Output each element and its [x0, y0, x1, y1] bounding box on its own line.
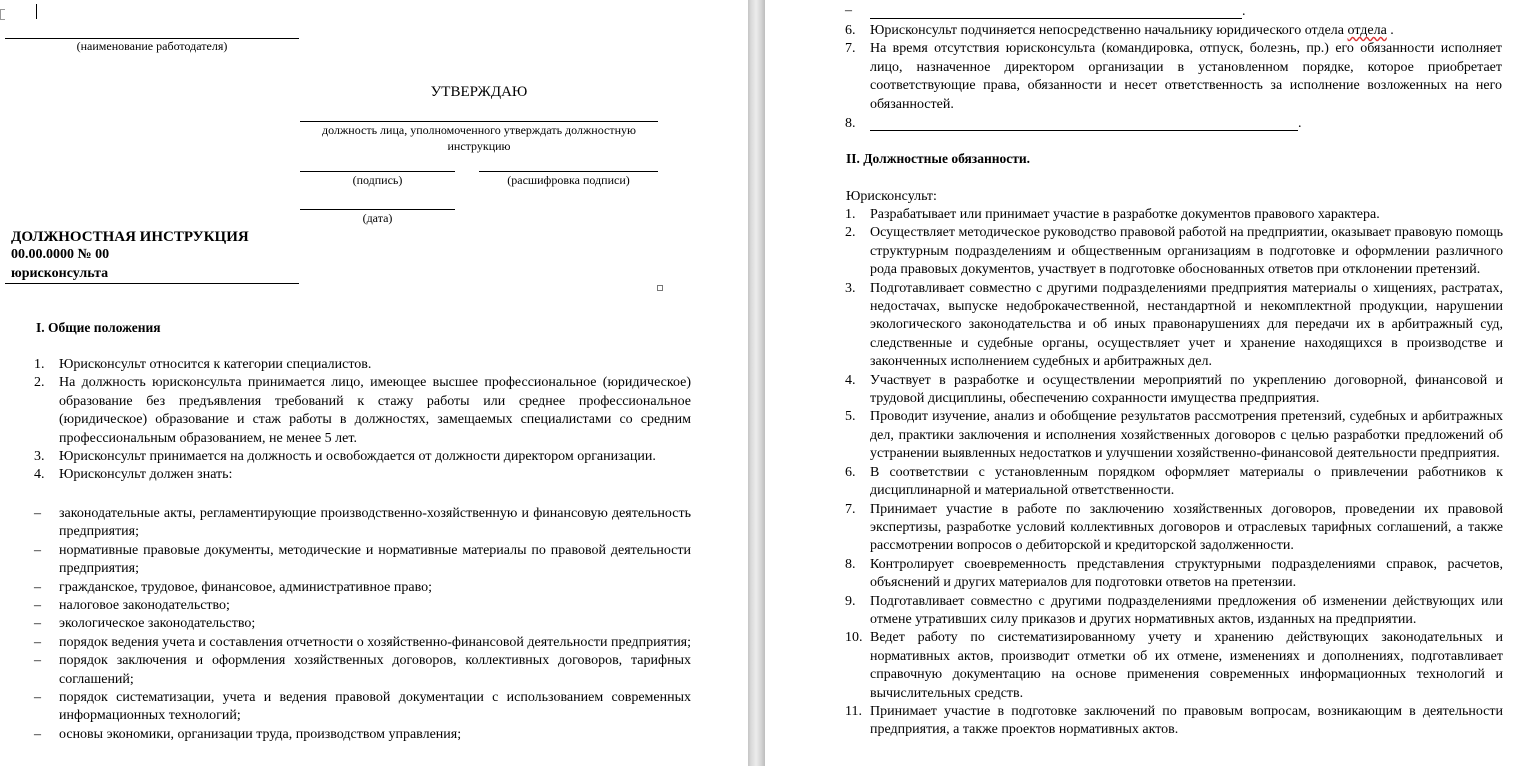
list-item [34, 356, 691, 374]
dash-bullet: – [34, 598, 41, 614]
item-text: Проводит изучение, анализ и обобщение результатов рассмотрения претензий, судебных и арбитражных дел, практики заключения и исполнения хозяйственных договоров с целью разработки предложений об устранении выявленных недостатков и улучшении хозяйственно-финансовой деятельности предприятия. [870, 409, 1503, 462]
right-page [765, 0, 1519, 766]
paragraph-mark [0, 9, 5, 20]
list-item [845, 629, 1503, 703]
general-provisions-list [34, 356, 691, 485]
list-item [34, 726, 691, 744]
item-text-end: . [1386, 23, 1394, 38]
item-text: В соответствии с установленным порядком оформляет материалы о привлечении работников к дисциплинарной и материальной ответственности. [870, 464, 1503, 499]
item-text: Участвует в разработке и осуществлении мероприятий по укреплению договорной, финансовой и трудовой дисциплины, обеспечению сохранности имущества предприятия. [870, 372, 1503, 407]
item-text: Подготавливает совместно с другими подразделениями предприятия материалы о хищениях, растратах, недостачах, выпуске недоброкачественной, нестандартной и некомплектной продукции, нарушении экологического законодательства и об иных правонарушениях для передачи их в арбитражный суд, следственные и судебные органы, осуществляет учет и хранение находящихся в производстве и законченных исполнением судебных и арбитражных дел. [870, 280, 1503, 370]
list-item [34, 689, 691, 726]
item-text: Подготавливает совместно с другими подразделениями предложения об изменении действующих или отмене утративших силу приказов и других нормативных актов, изданных на предприятии. [870, 593, 1503, 627]
approve-heading: УТВЕРЖДАЮ [430, 84, 528, 100]
item-number: 2. [34, 375, 45, 391]
item-number: 2. [845, 225, 856, 241]
blank-line-period: . [1242, 4, 1246, 19]
dash-bullet: – [34, 542, 41, 558]
list-item [845, 280, 1503, 372]
item-text-wrap [870, 22, 1502, 40]
item-text: Контролирует своевременность представления структурными подразделениями справок, расчетов, объяснений и других материалов для подготовки ответов на претензии. [870, 556, 1503, 591]
item-number: 1. [34, 357, 45, 372]
dash-bullet: – [845, 3, 852, 18]
item-number: 4. [34, 467, 45, 483]
list-item [34, 634, 691, 652]
item-text: На должность юрисконсульта принимается лицо, имеющее высшее профессиональное (юридическое) образование без предъявления требований к стажу работы или среднее профессиональное (юридическое) образование и стаж работы в должностях, замещаемых специалистами со средним профессиональным образованием, не менее 5 лет. [59, 375, 691, 446]
list-item [845, 408, 1503, 463]
spell-error-word: отдела [1347, 23, 1387, 38]
list-item [34, 466, 691, 484]
list-item [845, 501, 1503, 556]
list-item [34, 505, 691, 542]
text-cursor [36, 4, 37, 19]
item-text: Принимает участие в работе по заключению хозяйственных договоров, проведении их правовой экспертизы, разработке условий коллективных договоров и отраслевых тарифных соглашений, а также рассмотрении вопросов о дебиторской и кредиторской задолженности. [870, 501, 1503, 554]
dash-bullet: – [34, 726, 41, 742]
title-underline [5, 283, 299, 284]
page-gutter [748, 0, 765, 766]
list-item [34, 374, 691, 448]
item-number: 7. [845, 41, 856, 57]
item-text: Ведет работу по систематизированному учету и хранению действующих законодательных и нормативных актов, производит отметки об их отмене, изменениях и дополнениях, подготавливает справочную документацию на основе применения современных информационных технологий и вычислительных средств. [870, 630, 1503, 701]
list-item [34, 542, 691, 579]
item-text: Юрисконсульт подчиняется непосредственно начальнику юридического отдела [870, 23, 1348, 38]
item-number: 6. [845, 464, 856, 480]
item-number: 8. [845, 116, 856, 131]
list-item [845, 372, 1503, 409]
item-text: законодательные акты, регламентирующие производственно-хозяйственную и финансовую деятельность предприятия; [59, 506, 691, 540]
doc-subject: юрисконсульта [11, 266, 109, 281]
item-number: 4. [845, 372, 856, 388]
item-text: На время отсутствия юрисконсульта (командировка, отпуск, болезнь, пр.) его обязанности исполняет лицо, назначенное директором организации в установленном порядке, которое приобретает соответствующие права, обязанности и несет ответственность за исполнение возложенных на него обязанностей. [870, 41, 1502, 112]
list-item [845, 224, 1503, 279]
list-item [845, 22, 1502, 40]
item-text: порядок систематизации, учета и ведения правовой документации с использованием современных информационных технологий; [59, 690, 691, 724]
item-text: экологическое законодательство; [59, 616, 256, 632]
object-anchor-mark [657, 285, 663, 291]
dash-bullet: – [34, 616, 41, 632]
dash-bullet: – [34, 634, 41, 650]
dash-bullet: – [34, 653, 41, 669]
item-number: 11. [845, 703, 862, 719]
section1-title: I. Общие положения [36, 320, 161, 335]
item-number: 6. [845, 23, 856, 38]
item-text: гражданское, трудовое, финансовое, административное право; [59, 579, 433, 595]
item-number: 10. [845, 630, 863, 646]
knowledge-list [34, 505, 691, 744]
blank-line-period: . [1298, 116, 1302, 131]
item-text: основы экономики, организации труда, производством управления; [59, 726, 462, 742]
item-text: Осуществляет методическое руководство правовой работой на предприятии, оказывает правовую помощь структурным подразделениям и общественным организациям в подготовке и оформлении различного рода правовых документов, участвует в подготовке обоснованных ответов при отклонении претензий. [870, 225, 1503, 278]
item-text: Юрисконсульт принимается на должность и освобождается от должности директором организации. [59, 449, 656, 465]
list-item [34, 615, 691, 633]
date-caption: (дата) [362, 211, 393, 225]
item-number: 9. [845, 593, 856, 609]
decoding-caption: (расшифровка подписи) [507, 173, 630, 187]
dash-bullet: – [34, 690, 41, 706]
blank-line [870, 130, 1298, 131]
doc-number: 00.00.0000 № 00 [11, 247, 110, 262]
list-item [34, 652, 691, 689]
item-number: 1. [845, 207, 856, 222]
employer-caption: (наименование работодателя) [76, 39, 228, 53]
left-page [0, 0, 748, 766]
item-text: налоговое законодательство; [59, 598, 230, 614]
list-item [34, 448, 691, 466]
list-item [845, 556, 1503, 593]
item-text: Принимает участие в подготовке заключений по правовым вопросам, возникающим в деятельности предприятия, а также проектов нормативных актов. [870, 703, 1503, 738]
blank-line [870, 18, 1242, 19]
item-number: 8. [845, 556, 856, 572]
item-text: порядок заключения и оформления хозяйственных договоров, коллективных договоров, тарифных соглашений; [59, 653, 691, 687]
item-number: 3. [34, 449, 45, 465]
dash-bullet: – [34, 579, 41, 595]
item-text: Юрисконсульт должен знать: [59, 467, 233, 483]
list-item [845, 206, 1503, 224]
list-item [845, 40, 1502, 114]
item-text: нормативные правовые документы, методические и нормативные материалы по правовой деятельности предприятия; [59, 542, 691, 577]
list-item [845, 703, 1503, 740]
doc-title: ДОЛЖНОСТНАЯ ИНСТРУКЦИЯ [11, 229, 249, 245]
list-item [34, 597, 691, 615]
duties-list [845, 206, 1503, 740]
approver-caption: должность лица, уполномоченного утверждать должностную инструкцию [322, 123, 636, 153]
item-text: порядок ведения учета и составления отчетности о хозяйственно-финансовой деятельности предприятия; [59, 634, 692, 650]
dash-bullet: – [34, 506, 41, 521]
duties-intro: Юрисконсульт: [846, 189, 937, 204]
section2-title: II. Должностные обязанности. [846, 151, 1031, 166]
list-item [845, 593, 1503, 630]
list-item [845, 464, 1503, 501]
item-text: Разрабатывает или принимает участие в разработке документов правового характера. [870, 207, 1380, 222]
item-number: 3. [845, 280, 856, 296]
signature-caption: (подпись) [352, 173, 403, 187]
general-provisions-cont-list [845, 22, 1502, 114]
item-text: Юрисконсульт относится к категории специалистов. [59, 357, 372, 372]
item-number: 5. [845, 409, 856, 425]
list-item [34, 579, 691, 597]
item-number: 7. [845, 501, 856, 517]
